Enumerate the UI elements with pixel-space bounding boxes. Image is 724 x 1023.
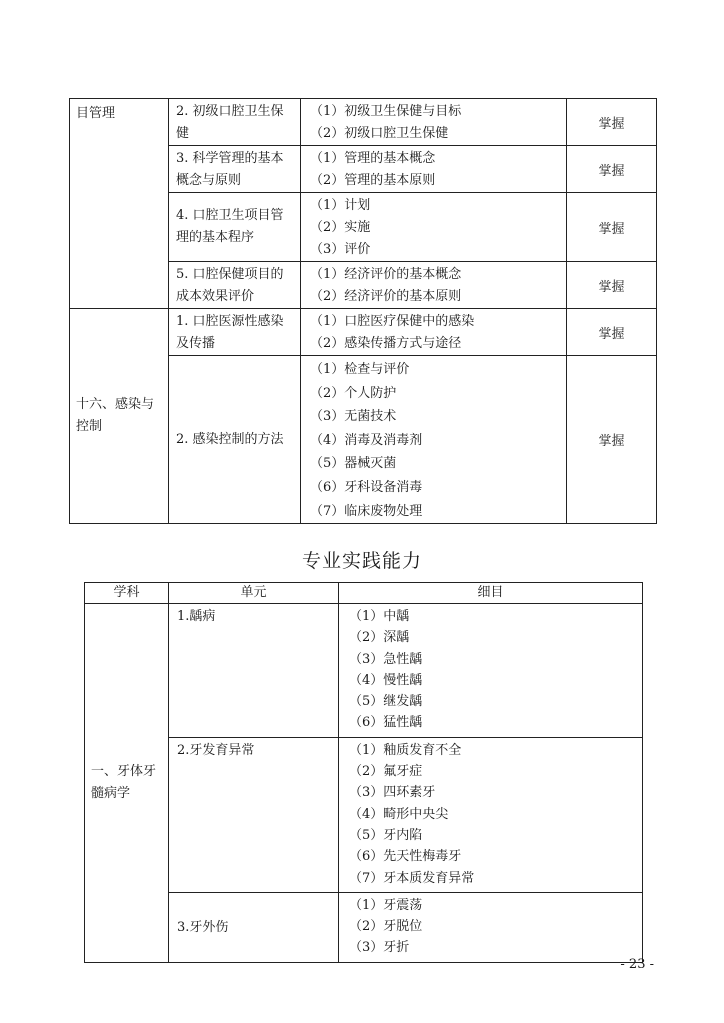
list-item: （3）急性龋 xyxy=(349,651,423,667)
header-unit: 单元 xyxy=(169,583,339,604)
items-cell xyxy=(301,193,567,262)
section-title: 专业实践能力 xyxy=(301,550,422,572)
list-item: （6）先天性梅毒牙 xyxy=(349,849,462,865)
list-item: （1）管理的基本概念 xyxy=(310,151,436,166)
table-row xyxy=(70,99,657,146)
list-item: （5）牙内陷 xyxy=(349,827,423,843)
level-cell: 掌握 xyxy=(567,193,657,262)
items-cell xyxy=(301,146,567,193)
subject-cell: 一、牙体牙髓病学 xyxy=(85,604,169,963)
list-item: （2）深龋 xyxy=(349,630,410,646)
unit-cell: 2. 感染控制的方法 xyxy=(169,356,301,524)
list-item: （2）实施 xyxy=(310,220,371,235)
items-cell xyxy=(339,737,643,892)
list-item: （2）氟牙症 xyxy=(349,764,423,780)
syllabus-table-continued xyxy=(69,98,657,524)
table-row xyxy=(85,892,643,962)
level-cell: 掌握 xyxy=(567,99,657,146)
list-item: （2）牙脱位 xyxy=(349,919,423,935)
table-row xyxy=(70,309,657,356)
list-item: （1）牙震荡 xyxy=(349,897,423,913)
list-item: （2）经济评价的基本原则 xyxy=(310,289,462,304)
list-item: （4）慢性龋 xyxy=(349,672,423,688)
unit-cell: 2.牙发育异常 xyxy=(169,737,339,892)
list-item: （3）四环素牙 xyxy=(349,785,436,801)
items-cell xyxy=(339,604,643,738)
list-item: （5）继发龋 xyxy=(349,694,423,710)
list-item: （1）釉质发育不全 xyxy=(349,742,462,758)
unit-cell: 1.龋病 xyxy=(169,604,339,738)
list-item: （3）评价 xyxy=(310,242,371,257)
level-cell: 掌握 xyxy=(567,309,657,356)
page-number: - 23 - xyxy=(620,957,654,972)
list-item: （6）牙科设备消毒 xyxy=(310,479,423,495)
list-item: （1）计划 xyxy=(310,198,371,213)
unit-cell: 1. 口腔医源性感染及传播 xyxy=(169,309,301,356)
list-item: （1）口腔医疗保健中的感染 xyxy=(310,314,475,329)
list-item: （6）猛性龋 xyxy=(349,715,423,731)
list-item: （2）感染传播方式与途径 xyxy=(310,336,462,351)
list-item: （1）经济评价的基本概念 xyxy=(310,267,462,282)
list-item: （2）管理的基本原则 xyxy=(310,173,436,188)
items-cell xyxy=(301,262,567,309)
list-item: （7）牙本质发育异常 xyxy=(349,870,475,886)
unit-cell: 3. 科学管理的基本概念与原则 xyxy=(169,146,301,193)
list-item: （3）无菌技术 xyxy=(310,409,397,425)
table-header-row xyxy=(85,583,643,604)
subject-cell: 目管理 xyxy=(70,99,169,309)
list-item: （1）初级卫生保健与目标 xyxy=(310,104,462,119)
list-item: （1）检查与评价 xyxy=(310,362,410,377)
list-item: （1）中龋 xyxy=(349,609,410,624)
table-row xyxy=(85,604,643,738)
unit-cell: 4. 口腔卫生项目管理的基本程序 xyxy=(169,193,301,262)
practice-skills-table xyxy=(84,582,643,963)
list-item: （5）器械灭菌 xyxy=(310,456,397,472)
list-item: （4）畸形中央尖 xyxy=(349,806,449,822)
list-item: （2）初级口腔卫生保健 xyxy=(310,126,449,141)
header-subject: 学科 xyxy=(85,583,169,604)
list-item: （3）牙折 xyxy=(349,940,410,956)
subject-cell: 十六、感染与控制 xyxy=(70,309,169,524)
list-item: （7）临床废物处理 xyxy=(310,503,423,519)
items-cell xyxy=(301,356,567,524)
table-row xyxy=(85,737,643,892)
level-cell: 掌握 xyxy=(567,146,657,193)
items-cell xyxy=(301,99,567,146)
unit-cell: 5. 口腔保健项目的成本效果评价 xyxy=(169,262,301,309)
level-cell: 掌握 xyxy=(567,356,657,524)
unit-cell: 3.牙外伤 xyxy=(169,892,339,962)
level-cell: 掌握 xyxy=(567,262,657,309)
items-cell xyxy=(301,309,567,356)
header-items: 细目 xyxy=(339,583,643,604)
unit-cell: 2. 初级口腔卫生保健 xyxy=(169,99,301,146)
items-cell xyxy=(339,892,643,962)
list-item: （4）消毒及消毒剂 xyxy=(310,432,423,448)
list-item: （2）个人防护 xyxy=(310,385,397,401)
